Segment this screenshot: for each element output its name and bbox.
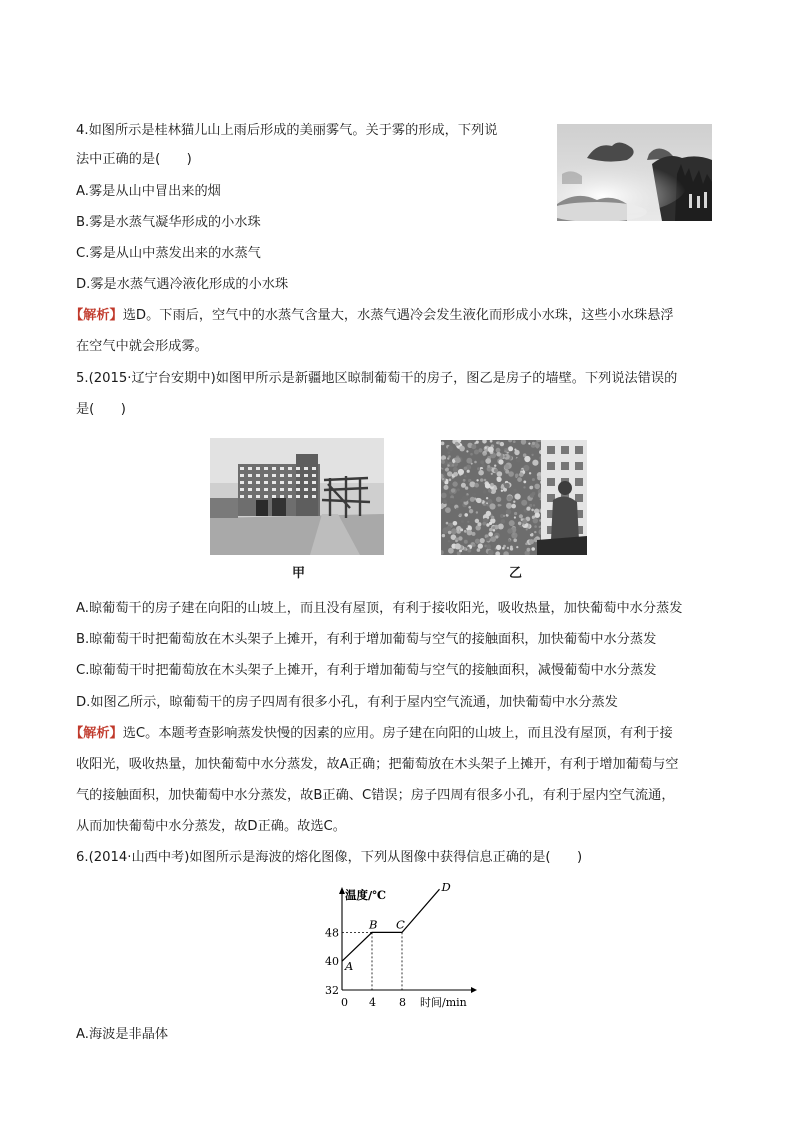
y-axis-label: 温度/℃ <box>345 888 386 902</box>
q5-analysis-line4: 从而加快葡萄中水分蒸发，故D正确。故选C。 <box>76 819 346 834</box>
x-axis-arrow <box>471 987 477 993</box>
caption-yi: 乙 <box>509 566 523 581</box>
q4-analysis-line2: 在空气中就会形成雾。 <box>76 339 208 354</box>
q5-analysis-text: 选C。本题考查影响蒸发快慢的因素的应用。房子建在向阳的山坡上，而且没有屋顶，有利于接 <box>122 726 673 741</box>
x-tick-label-0: 0 <box>341 996 348 1008</box>
analysis-tag: 【解析】 <box>70 308 123 323</box>
q4-option-d: D.雾是水蒸气遇冷液化形成的小水珠 <box>76 277 289 292</box>
q4-stem-line2: 法中正确的是( ) <box>76 152 192 167</box>
q5-analysis-line2: 收阳光，吸收热量，加快葡萄中水分蒸发，故A正确；把葡萄放在木头架子上摊开，有利于增加葡萄与空 <box>76 757 679 772</box>
q4-option-b: B.雾是水蒸气凝华形成的小水珠 <box>76 215 261 230</box>
caption-jia: 甲 <box>292 566 306 581</box>
q5-stem-line1: 5.(2015·辽宁台安期中)如图甲所示是新疆地区晾制葡萄干的房子，图乙是房子的墙壁。下列说法错误的 <box>76 371 678 386</box>
q4-analysis-line1 <box>70 307 674 325</box>
q4-analysis-text: 选D。下雨后，空气中的水蒸气含量大，水蒸气遇冷会发生液化而形成小水珠，这些小水珠悬浮 <box>122 308 674 323</box>
q5-analysis-line1 <box>70 725 673 743</box>
point-label-d: D <box>441 882 451 895</box>
melting-curve-chart <box>316 882 486 1008</box>
q6-stem: 6.(2014·山西中考)如图所示是海波的熔化图像，下列从图像中获得信息正确的是( ) <box>76 850 583 865</box>
x-tick-label-8: 8 <box>399 996 406 1008</box>
q5-stem-line2: 是( ) <box>76 402 126 417</box>
point-label-b: B <box>369 917 378 932</box>
point-label-c: C <box>396 917 405 932</box>
point-label-a: A <box>345 959 354 974</box>
q4-stem-line1: 4.如图所示是桂林猫儿山上雨后形成的美丽雾气。关于雾的形成，下列说 <box>76 123 498 138</box>
q5-option-a: A.晾葡萄干的房子建在向阳的山坡上，而且没有屋顶，有利于接收阳光，吸收热量，加快葡萄中水分蒸发 <box>76 601 683 616</box>
q6-option-a: A.海波是非晶体 <box>76 1027 169 1042</box>
q5-option-d: D.如图乙所示，晾葡萄干的房子四周有很多小孔，有利于屋内空气流通，加快葡萄中水分蒸发 <box>76 695 618 710</box>
q5-option-c: C.晾葡萄干时把葡萄放在木头架子上摊开，有利于增加葡萄与空气的接触面积，减慢葡萄中水分蒸发 <box>76 663 657 678</box>
x-axis-label: 时间/min <box>420 996 467 1008</box>
q4-option-a: A.雾是从山中冒出来的烟 <box>76 184 221 199</box>
grape-wall-photo <box>441 440 587 555</box>
y-tick-label-40: 40 <box>325 955 339 969</box>
y-tick-label-48: 48 <box>325 926 339 940</box>
y-tick-label-32: 32 <box>325 984 339 997</box>
q4-option-c: C.雾是从山中蒸发出来的水蒸气 <box>76 246 261 261</box>
analysis-tag: 【解析】 <box>70 726 123 741</box>
fog-mountain-photo <box>557 124 712 221</box>
q5-analysis-line3: 气的接触面积，加快葡萄中水分蒸发，故B正确、C错误；房子四周有很多小孔，有利于屋内空气流通， <box>76 788 675 803</box>
grape-drying-house-photo <box>210 438 384 555</box>
q5-option-b: B.晾葡萄干时把葡萄放在木头架子上摊开，有利于增加葡萄与空气的接触面积，加快葡萄中水分蒸发 <box>76 632 657 647</box>
x-tick-label-4: 4 <box>369 996 376 1008</box>
